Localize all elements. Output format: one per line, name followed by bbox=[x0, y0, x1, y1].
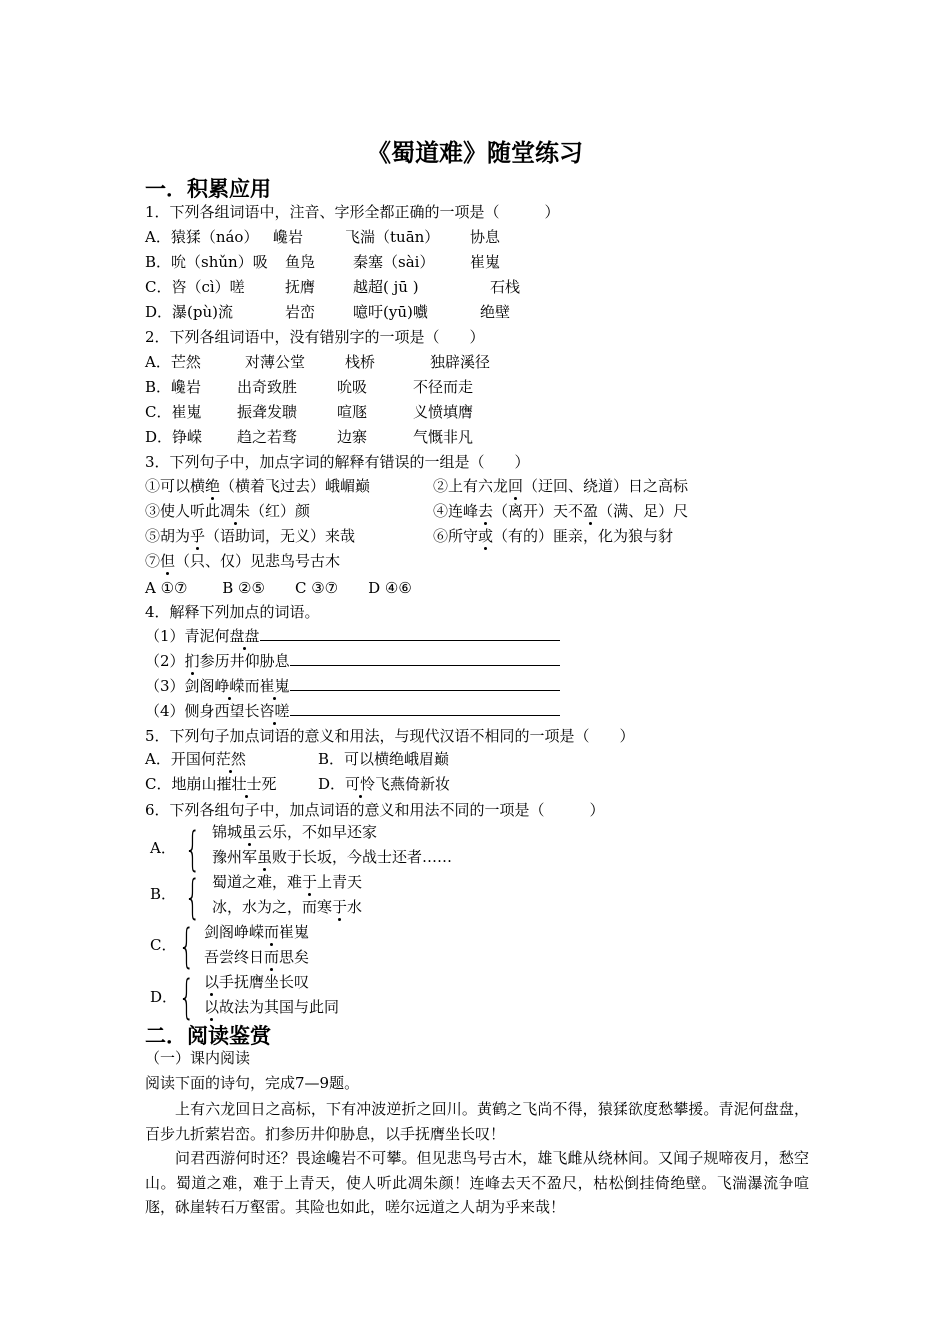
q1-option-b: B．吮（shǔn）吸 鱼凫 秦塞（sài） 崔嵬 bbox=[145, 253, 501, 271]
q4-item-4: （4）侧身西望长咨嗟 bbox=[145, 701, 560, 721]
page-title: 《蜀道难》随堂练习 bbox=[367, 139, 583, 167]
q4-item-3: （3）剑阁峥嵘而崔嵬 bbox=[145, 676, 560, 696]
q3-item-6: ⑥所守或（有的）匪亲，化为狼与豺 bbox=[433, 527, 674, 545]
q6-label-b: B． bbox=[150, 885, 177, 903]
question-4-stem: 4．解释下列加点的词语。 bbox=[145, 603, 320, 621]
q3-item-2: ②上有六龙回（迂回、绕道）日之高标 bbox=[433, 477, 689, 495]
subsection-heading: （一）课内阅读 bbox=[145, 1049, 251, 1067]
question-5-stem: 5．下列句子加点词语的意义和用法，与现代汉语不相同的一项是（ ） bbox=[145, 727, 635, 745]
answer-blank[interactable] bbox=[290, 701, 560, 716]
q3-item-7: ⑦但（只、仅）见悲鸟号古木 bbox=[145, 552, 341, 570]
q6-label-c: C． bbox=[150, 936, 177, 954]
q6-c-line-1: 剑阁峥嵘而崔嵬 bbox=[204, 923, 310, 941]
q6-label-d: D． bbox=[150, 988, 178, 1006]
q6-b-line-2: 冰，水为之，而寒于水 bbox=[212, 898, 363, 916]
q3-item-3: ③使人听此凋朱（红）颜 bbox=[145, 502, 311, 520]
q6-a-line-2: 豫州军虽败于长坂，今战士还者…… bbox=[212, 848, 453, 866]
section-heading-1: 一．积累应用 bbox=[145, 177, 271, 201]
question-6-stem: 6．下列各组句子中，加点词语的意义和用法不同的一项是（ ） bbox=[145, 801, 605, 819]
question-3-stem: 3．下列句子中，加点字词的解释有错误的一组是（ ） bbox=[145, 453, 530, 471]
q6-d-line-2: 以故法为其国与此同 bbox=[204, 998, 340, 1016]
brace-icon: { bbox=[184, 822, 201, 876]
section-heading-2: 二．阅读鉴赏 bbox=[145, 1024, 271, 1048]
q1-option-c: C．咨（cì）嗟 抚膺 越超( jū ) 石栈 bbox=[145, 278, 521, 296]
q6-c-line-2: 吾尝终日而思矣 bbox=[204, 948, 310, 966]
q5-option-d: D．可怜飞燕倚新妆 bbox=[318, 775, 451, 793]
answer-blank[interactable] bbox=[290, 651, 560, 666]
q5-option-a: A．开国何茫然 bbox=[145, 750, 246, 768]
reading-instruction: 阅读下面的诗句，完成7—9题。 bbox=[145, 1074, 360, 1092]
q2-option-c: C．崔嵬 振聋发聩 喧豗 义愤填膺 bbox=[145, 403, 474, 421]
q1-option-d: D．瀑(pù)流 岩峦 噫吁(yū)嚱 绝壁 bbox=[145, 303, 511, 321]
q6-b-line-1: 蜀道之难，难于上青天 bbox=[212, 873, 363, 891]
q2-option-b: B．巉岩 出奇致胜 吮吸 不径而走 bbox=[145, 378, 474, 396]
q6-d-line-1: 以手抚膺坐长叹 bbox=[204, 973, 310, 991]
poem-paragraph-2: 问君西游何时还？畏途巉岩不可攀。但见悲鸟号古木，雄飞雌从绕林间。又闻子规啼夜月，愁空山。蜀道之难，难于上青天，使人听此凋朱颜！连峰去天不盈尺，枯松倒挂倚绝壁。飞湍瀑流争喧豗，砯崖转石万壑雷。其险也如此，嗟尔远道之人胡为乎来哉！ bbox=[145, 1149, 809, 1216]
brace-icon: { bbox=[178, 919, 195, 973]
question-1-stem: 1．下列各组词语中，注音、字形全都正确的一项是（ ） bbox=[145, 203, 560, 221]
q4-item-2: （2）扪参历井仰胁息 bbox=[145, 651, 560, 671]
q2-option-d: D．铮嵘 趋之若骛 边寨 气慨非凡 bbox=[145, 428, 474, 446]
question-2-stem: 2．下列各组词语中，没有错别字的一项是（ ） bbox=[145, 328, 485, 346]
q1-option-a: A．猿猱（náo） 巉岩 飞湍（tuān） 协息 bbox=[145, 228, 501, 246]
q4-item-1: （1）青泥何盘盘 bbox=[145, 626, 560, 646]
poem-paragraph-1: 上有六龙回日之高标，下有冲波逆折之回川。黄鹤之飞尚不得，猿猱欲度愁攀援。青泥何盘盘，百步九折萦岩峦。扪参历井仰胁息，以手抚膺坐长叹！ bbox=[145, 1100, 809, 1143]
answer-blank[interactable] bbox=[260, 626, 560, 641]
answer-blank[interactable] bbox=[290, 676, 560, 691]
q5-option-b: B．可以横绝峨眉巅 bbox=[318, 750, 450, 768]
q3-item-1: ①可以横绝（横着飞过去）峨嵋巅 bbox=[145, 477, 371, 495]
q3-options: A ①⑦ B ②⑤ C ③⑦ D ④⑥ bbox=[145, 579, 412, 597]
q3-item-5: ⑤胡为乎（语助词，无义）来哉 bbox=[145, 527, 356, 545]
brace-icon: { bbox=[184, 870, 201, 924]
q5-option-c: C．地崩山摧壮士死 bbox=[145, 775, 277, 793]
brace-icon: { bbox=[178, 970, 195, 1024]
q3-item-4: ④连峰去（离开）天不盈（满、足）尺 bbox=[433, 502, 689, 520]
q6-a-line-1: 锦城虽云乐，不如早还家 bbox=[212, 823, 378, 841]
q6-label-a: A． bbox=[150, 839, 176, 857]
q2-option-a: A．芒然 对薄公堂 栈桥 独辟溪径 bbox=[145, 353, 491, 371]
